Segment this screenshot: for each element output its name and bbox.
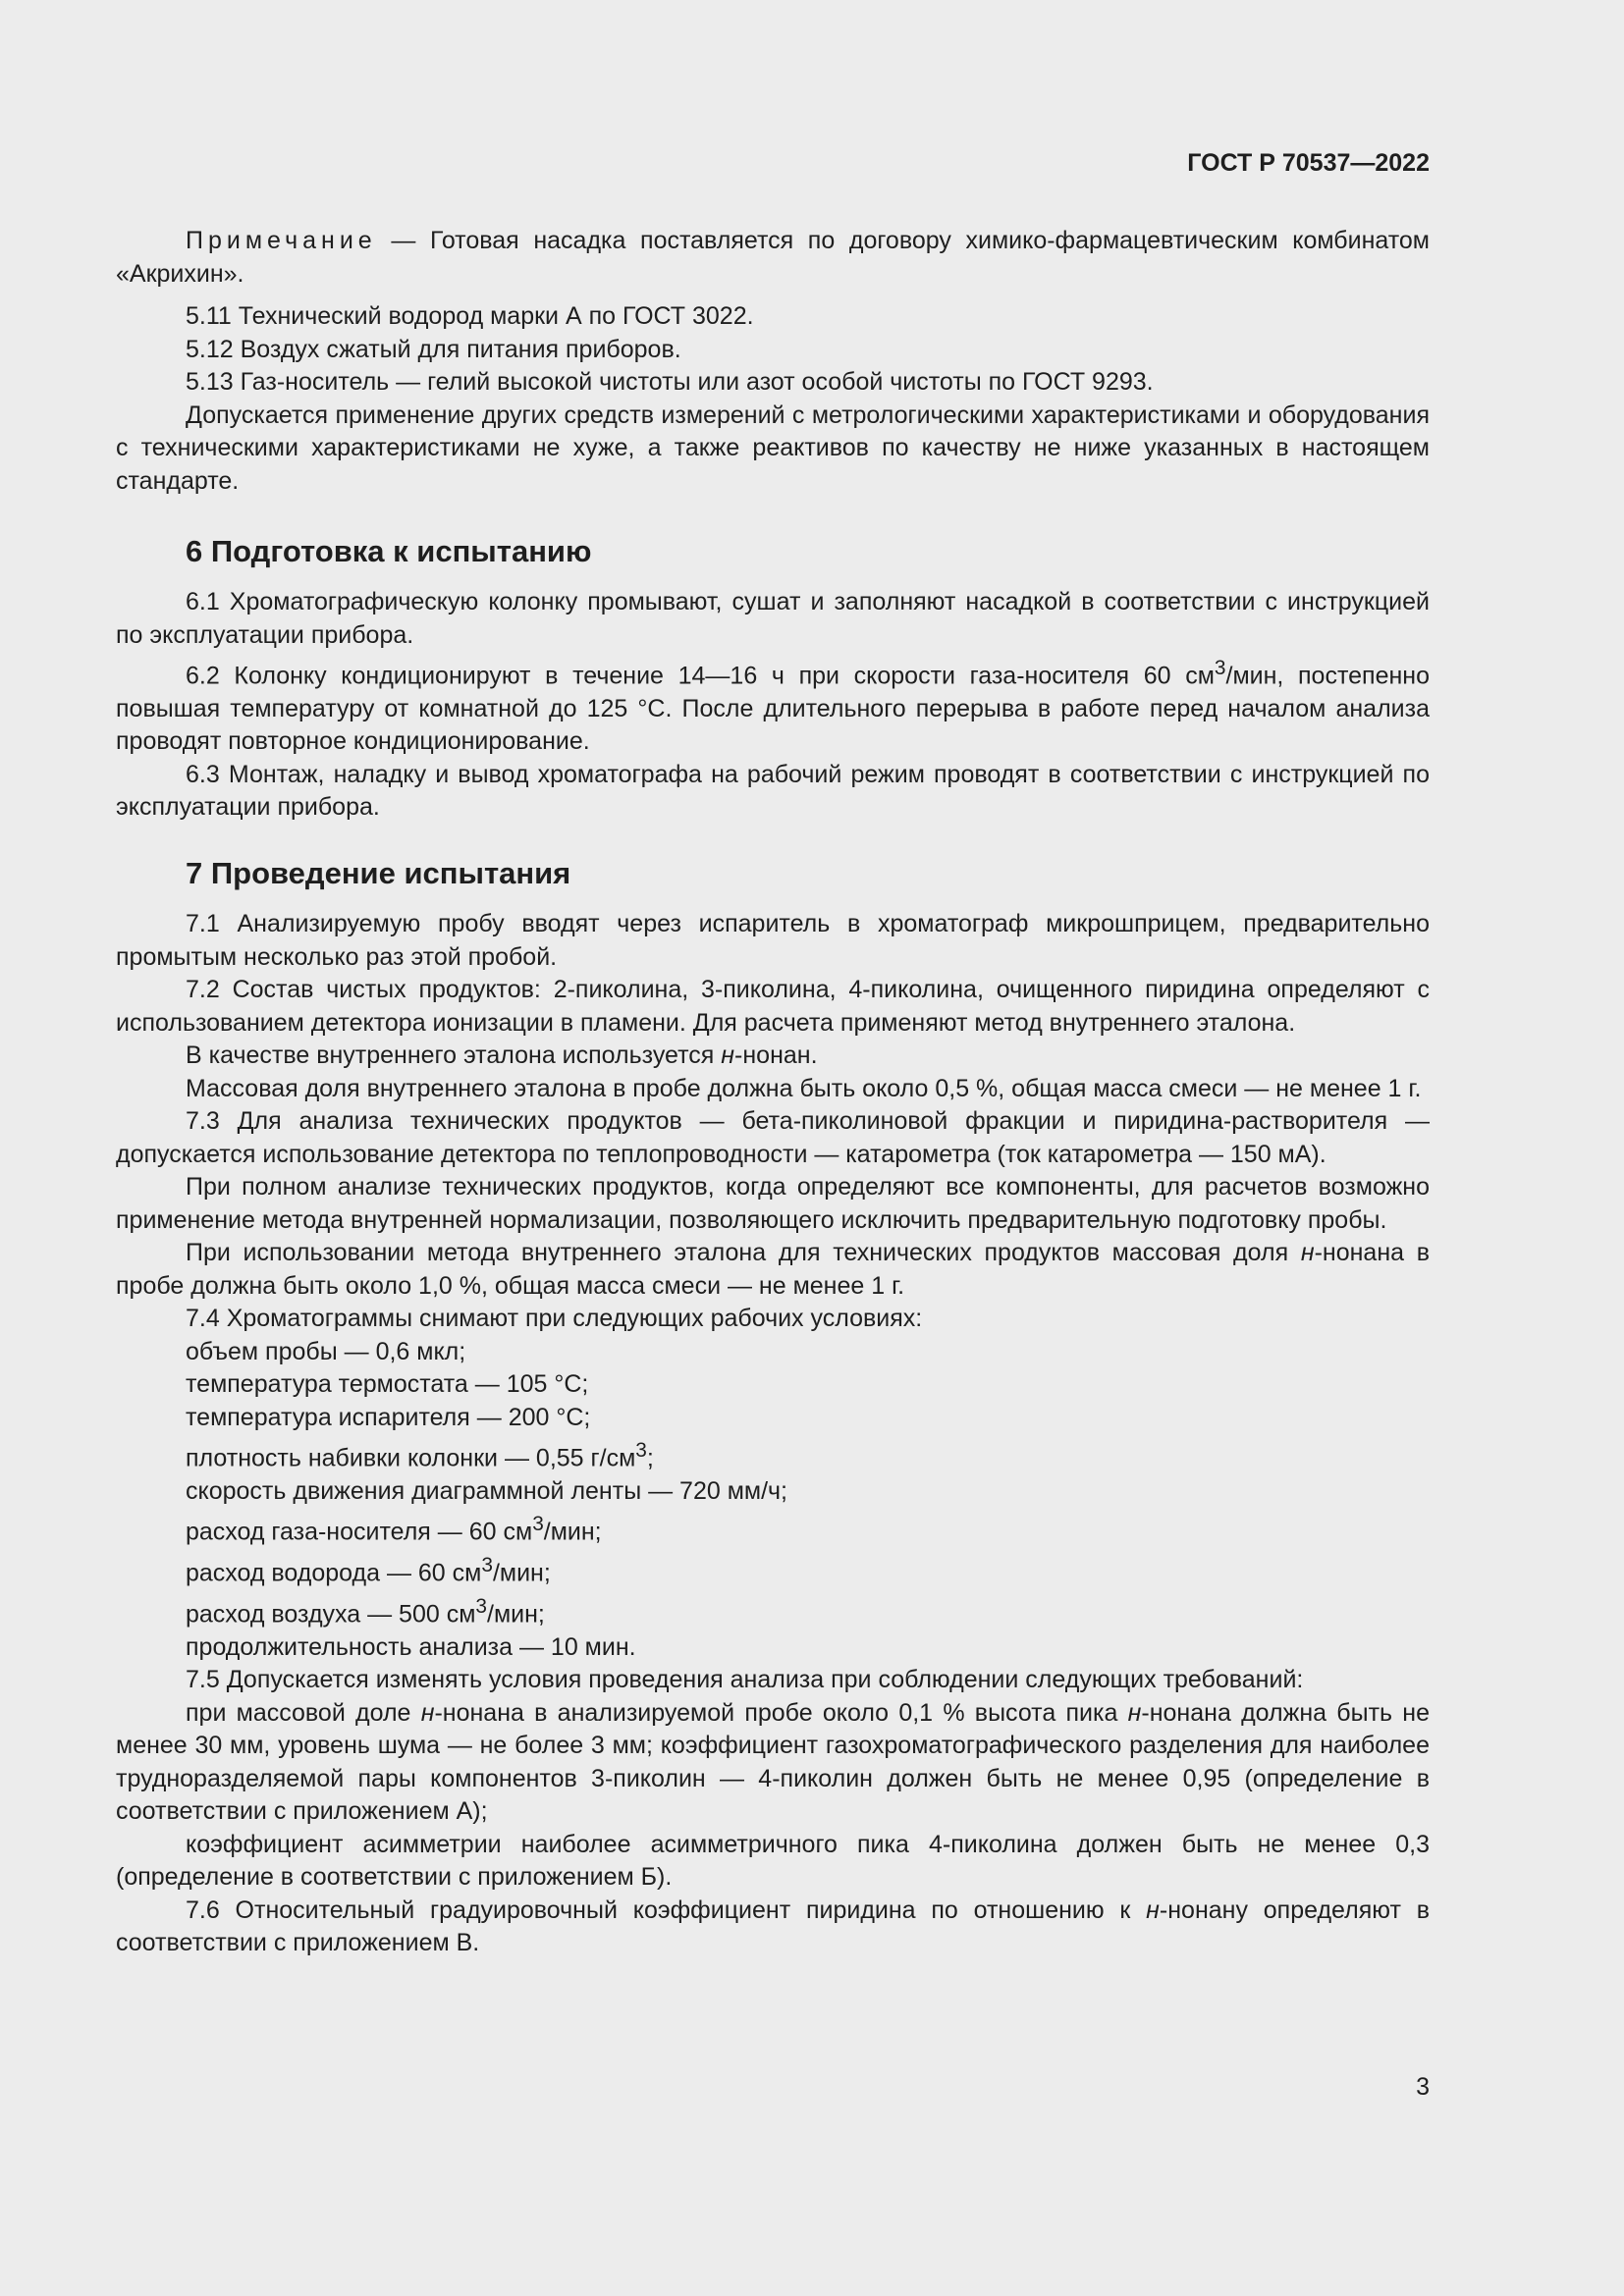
condition-thermostat: температура термостата — 105 °С; xyxy=(186,1370,589,1398)
paragraph-6-3: 6.3 Монтаж, наладку и вывод хроматографа на рабочий режим проводят в соответствии с инструкцией по эксплуатации прибора. xyxy=(116,760,1430,822)
paragraph-6-1: 6.1 Хроматографическую колонку промывают, сушат и заполняют насадкой в соответствии с инструкцией по эксплуатации прибора. xyxy=(116,588,1430,649)
paragraph-7-3: 7.3 Для анализа технических продуктов — бета-пиколиновой фракции и пиридина-растворителя — допускается использование детектора по теплопроводности — катарометра (ток катарометра — 150 мА). xyxy=(116,1107,1430,1168)
paragraph-allowed-instruments: Допускается применение других средств измерений с метрологическими характеристиками и оборудования с техническими характеристиками не хуже, а также реактивов по качеству не ниже указанных в настоящем стандарте. xyxy=(116,400,1430,495)
condition-air: расход воздуха — 500 $см^3$/мин; xyxy=(186,1594,545,1629)
condition-volume: объем пробы — 0,6 мкл; xyxy=(186,1337,466,1365)
paragraph-asymmetry: коэффициент асимметрии наиболее асимметричного пика 4-пиколина должен быть не менее 0,3 (определение в соответствии с приложением Б). xyxy=(116,1830,1430,1892)
condition-carrier-gas: расход газа-носителя — 60 $см^3$/мин; xyxy=(186,1513,602,1546)
paragraph-requirements: при массовой доле н-нонана в анализируемой пробе около 0,1 % высота пика н-нонана должна быть не менее 30 мм, уровень шума — не более 3 мм; коэффициент газохроматографического разделения для наиболее трудноразделяемой пары компонентов 3-пиколин — 4-пиколин должен быть не менее 0,95 (определение в соответствии с приложением А); xyxy=(116,1698,1430,1826)
document-code: ГОСТ Р 70537—2022 xyxy=(1187,149,1430,177)
page-number: 3 xyxy=(1416,2073,1430,2101)
condition-hydrogen: расход водорода — 60 $см^3$/мин; xyxy=(186,1554,551,1587)
note-paragraph xyxy=(116,225,1430,291)
paragraph-full-analysis: При полном анализе технических продуктов, когда определяют все компоненты, для расчетов возможно применение метода внутренней нормализации, позволяющего исключить предварительную подготовку пробы. xyxy=(116,1173,1430,1234)
condition-duration: продолжительность анализа — 10 мин. xyxy=(186,1632,636,1661)
paragraph-internal-method: При использовании метода внутреннего эталона для технических продуктов массовая доля н-нонана в пробе должна быть около 1,0 %, общая масса смеси — не менее 1 г. xyxy=(116,1239,1430,1300)
paragraph-7-2: 7.2 Состав чистых продуктов: 2-пиколина, 3-пиколина, 4-пиколина, очищенного пиридина определяют с использованием детектора ионизации в пламени. Для расчета применяют метод внутреннего эталона. xyxy=(116,976,1430,1037)
section-7 xyxy=(116,854,1430,1960)
paragraph-7-5: 7.5 Допускается изменять условия проведения анализа при соблюдении следующих требований: xyxy=(186,1666,1304,1694)
note-label: Примечание xyxy=(186,227,377,254)
section-6-title: 6 Подготовка к испытанию xyxy=(186,534,592,568)
paragraph-7-6: 7.6 Относительный градуировочный коэффициент пиридина по отношению к н-нонану определяют в соответствии с приложением В. xyxy=(116,1896,1430,1957)
section-7-title: 7 Проведение испытания xyxy=(186,856,571,890)
paragraph-6-2: 6.2 Колонку кондиционируют в течение 14—16 ч при скорости газа-носителя 60 $см^3$/мин, постепенно повышая температуру от комнатной до 125 °С. После длительного перерыва в работе перед началом анализа проводят повторное кондиционирование. xyxy=(116,657,1430,756)
paragraph-internal-standard: В качестве внутреннего эталона используется н-нонан. xyxy=(186,1041,818,1069)
paragraph-7-1: 7.1 Анализируемую пробу вводят через испаритель в хроматограф микрошприцем, предварительно промытым несколько раз этой пробой. xyxy=(116,910,1430,971)
paragraph-5-12: 5.12 Воздух сжатый для питания приборов. xyxy=(186,335,681,363)
paragraph-5-11: 5.11 Технический водород марки А по ГОСТ 3022. xyxy=(186,302,754,330)
condition-evaporator: температура испарителя — 200 °С; xyxy=(186,1403,591,1431)
paragraph-7-4: 7.4 Хроматограммы снимают при следующих рабочих условиях: xyxy=(186,1305,923,1332)
paragraph-5-13: 5.13 Газ-носитель — гелий высокой чистоты или азот особой чистоты по ГОСТ 9293. xyxy=(186,368,1154,396)
paragraph-mass-fraction: Массовая доля внутреннего эталона в пробе должна быть около 0,5 %, общая масса смеси — не менее 1 г. xyxy=(186,1074,1422,1102)
note-text: — Готовая насадка поставляется по договору химико-фармацевтическим комбинатом «Акрихин». xyxy=(116,227,1430,288)
section-6 xyxy=(116,532,1430,825)
condition-density: плотность набивки колонки — 0,55 $г/см^3$; xyxy=(186,1439,654,1472)
condition-tape-speed: скорость движения диаграммной ленты — 720 мм/ч; xyxy=(186,1476,788,1505)
note-and-section5 xyxy=(116,225,1430,498)
